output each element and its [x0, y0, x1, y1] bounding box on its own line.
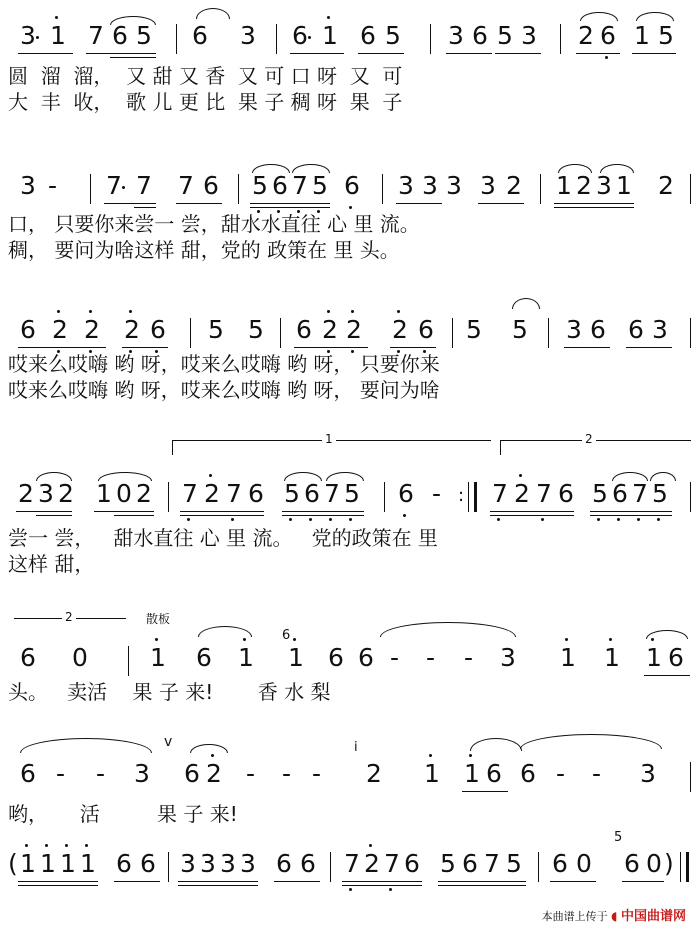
lyric-line: 头。 卖活 果 子 来! 香 水 梨 [8, 680, 331, 704]
site-logo-icon: ◖ [611, 909, 618, 923]
lyric-line: 哟， 活 果 子 来! [8, 802, 238, 826]
breath-mark: v [164, 734, 173, 750]
lyric-line: 哎来么哎嗨 哟 呀，哎来么哎嗨 哟 呀， 要问为啥 [8, 378, 440, 402]
score-system-3 [0, 294, 700, 414]
notation-line-6: 6 - - 3 6 2 - - - i 2 1 1 6 6 - - 3 [0, 738, 700, 808]
lyric-line: 稠， 要问为啥这样 甜，党的 政策在 里 头。 [8, 238, 400, 262]
notation-line-1: 3 1 7 6 5 6 3 6 1 6 5 3 6 5 3 2 6 1 5 [0, 0, 700, 70]
lyric-line: 大 丰 收， 歌 儿 更 比 果 子 稠 呀 果 子 [8, 90, 403, 114]
lyric-line: 哎来么哎嗨 哟 呀，哎来么哎嗨 哟 呀， 只要你来 [8, 352, 440, 376]
score-system-6 [0, 724, 700, 844]
site-name[interactable]: 中国曲谱网 [620, 909, 686, 924]
lyric-line: 口， 只要你来尝一 尝，甜水水直往 心 里 流。 [8, 212, 420, 236]
notation-line-3: 6 2 2 2 6 5 5 6 2 2 2 6 5 5 3 6 6 3 [0, 294, 700, 364]
lyric-line: 这样 甜， [8, 552, 95, 576]
footer [542, 905, 686, 924]
score-system-7 [0, 828, 700, 908]
score-system-4 [0, 430, 700, 590]
lyric-line: 圆 溜 溜， 又 甜 又 香 又 可 口 呀 又 可 [8, 64, 403, 88]
notation-line-4: 2 3 2 1 0 2 7 2 7 6 5 6 7 5 6 - : 7 2 7 6 5 6 7 5 [0, 458, 700, 528]
score-system-5 [0, 604, 700, 724]
lyric-line: 尝一 尝， 甜水直往 心 里 流。 党的政策在 里 [8, 526, 438, 550]
notation-line-2: 3 - 7 7 7 6 5 6 7 5 6 3 3 3 3 2 1 2 3 1 2 [0, 150, 700, 220]
notation-line-7: ( 1 1 1 1 6 6 3 3 3 3 6 6 7 2 7 6 5 6 7 5 6 0 5 6 0 ) [0, 828, 700, 898]
notation-line-5: 6 0 1 6 1 6 1 6 6 - - - 3 1 1 1 6 [0, 622, 700, 692]
score-system-2 [0, 150, 700, 270]
tempo-marking: 散板 [146, 612, 171, 626]
score-system-1 [0, 0, 700, 120]
volta-2b-label: 2 [62, 610, 76, 624]
volta-1-label: 1 [322, 432, 336, 446]
upload-text: 本曲谱上传于 [541, 910, 608, 923]
volta-2-label: 2 [582, 432, 596, 446]
